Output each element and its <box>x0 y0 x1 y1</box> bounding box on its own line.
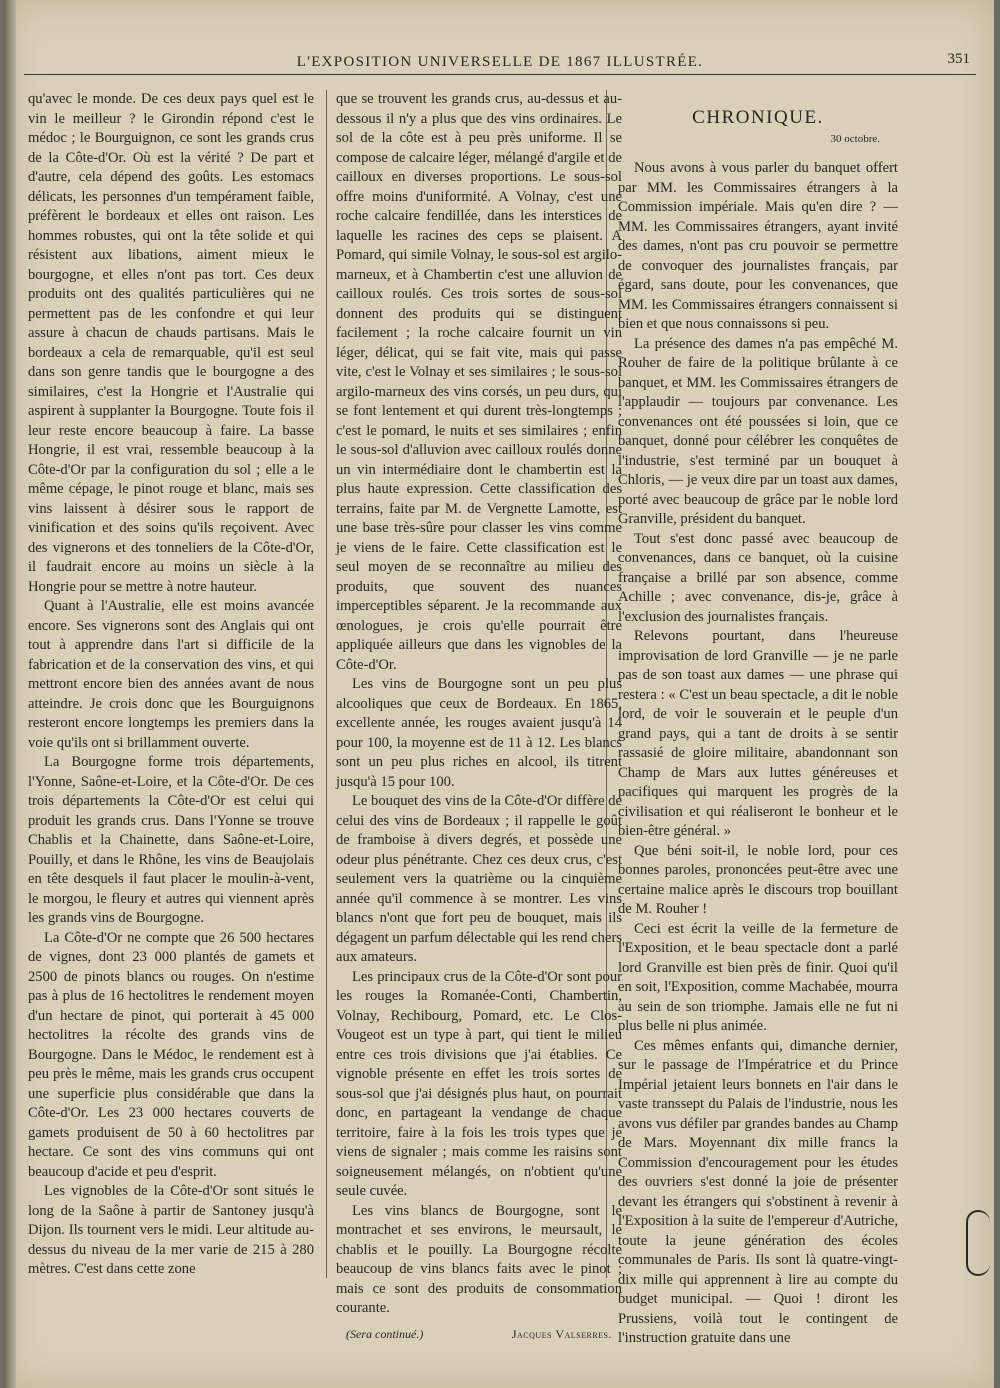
section-date: 30 octobre. <box>830 132 880 145</box>
binding-gutter <box>6 0 16 1388</box>
paragraph: Relevons pourtant, dans l'heureuse improvisation de lord Granville — je ne parle pas de son toast aux dames — une phrase qui restera : « C'est un beau spectacle, a dit le noble lord, de voir le souverain et le peuple d'un grand pays, qui a tant de droits à se sentir rassasié de gloire militaire, abandonnant son Champ de Mars aux luttes généreuses et pacifiques qui marquent les progrès de la civilisation et qui réaliseront le bonheur et le bien-être général. » <box>618 628 898 839</box>
section-title: CHRONIQUE. <box>692 107 824 128</box>
running-title: L'EXPOSITION UNIVERSELLE DE 1867 ILLUSTRÉE. <box>296 54 704 70</box>
paragraph: Quant à l'Australie, elle est moins avancée encore. Ses vignerons sont des Anglais qui ont tout à apprendre dans l'art si difficile de la fabrication et de la conservation des vins, et qui mettront encore bien des années avant de nous atteindre. Je crois donc que les Bourguignons resteront encore longtemps les premiers dans la voie qu'ils ont si brillamment ouverte. <box>28 598 314 751</box>
continuation-note: (Sera continué.) <box>346 1326 424 1341</box>
paragraph: La Côte-d'Or ne compte que 26 500 hectares de vignes, dont 23 000 plantés de gamets et 2500 de pinots blancs ou rouges. On n'estime pas à plus de 16 hectolitres le rendement moyen d'un hectare de pinot, qui porterait à 45 000 hectolitres la récolte des grands vins de Bourgogne. Dans le Médoc, le rendement est à peu près le même, mais les grands crus occupent une superficie plus considérable que dans la Côte-d'Or. Les 23 000 hectares couverts de gamets produisent de 50 à 60 hectolitres par hectare. Ce sont des vins communs qui ont beaucoup d'acide et peu d'esprit. <box>28 929 314 1180</box>
paragraph: La Bourgogne forme trois départements, l'Yonne, Saône-et-Loire, et la Côte-d'Or. De ces trois départements la Côte-d'Or est celui qui produit les grands crus. Dans l'Yonne se trouve Chablis et la Chainette, dans Saône-et-Loire, Pouilly, et dans le Rhône, les vins de Beaujolais en tête desquels il faut placer le moulin-à-vent, le morgou, le fleury et autres qui viennent après les grands vins de Bourgogne. <box>28 754 314 926</box>
page-header <box>24 48 976 75</box>
paragraph: Que béni soit-il, le noble lord, pour ces bonnes paroles, prononcées peut-être avec une certaine malice après le discours trop bouillant de M. Rouher ! <box>618 842 898 917</box>
column-divider <box>326 90 327 1278</box>
paragraph: Les vignobles de la Côte-d'Or sont situés le long de la Saône à partir de Santoney jusqu'à Dijon. Ils tournent vers le midi. Leur altitude au-dessus du niveau de la mer varie de 215 à 280 mètres. C'est dans cette zone <box>28 1183 314 1277</box>
chronique-column <box>618 90 898 1349</box>
paragraph: que se trouvent les grands crus, au-dessus et au-dessous il n'y a plus que des vins ordinaires. Le sol de la côte est à peu près uniforme. Il se compose de calcaire léger, mélangé d'argile et de cailloux en diverses proportions. Le sous-sol offre moins d'uniformité. A Volnay, c'est une roche calcaire fendillée, dans les interstices de laquelle les racines des ceps se plaisent. A Pomard, qui simile Volnay, le sous-sol est argilo-marneux, et à Chambertin c'est une alluvion de cailloux roulés. Ces trois sortes de sous-sol donnent des produits qui se distinguent facilement ; la roche calcaire fournit un vin léger, délicat, qui se fait vite, mais qui passe vite, c'est le Volnay et ses similaires ; le sous-sol argilo-marneux des vins corsés, un peu durs, qui se font lentement et qui durent très-longtemps ; c'est le pomard, le nuits et ses similaires ; enfin le sous-sol d'alluvion avec cailloux roulés donne un vin intermédiaire dont le chambertin est la plus haute expression. Cette classification des terrains, faite par M. de Vergnette Lamotte, est une base très-sûre pour classer les vins comme je viens de le faire. Cette classification est le seul moyen de se reconnaître au milieu des produits, que souvent des nuances imperceptibles séparent. Je la recommande aux œnologues, je crois qu'elle pourrait être appliquée ailleurs que dans les vignobles de la Côte-d'Or. <box>336 91 622 673</box>
paragraph: Ces mêmes enfants qui, dimanche dernier, sur le passage de l'Impératrice et du Prince Impérial jetaient leurs bonnets en l'air dans le vaste transsept du Palais de l'industrie, nous les avons vus défiler par grandes bandes au Champ de Mars. Moyennant dix mille francs la Commission d'encouragement pour les études des ouvriers s'est donné la joie de présenter devant les étrangers qui s'obstinent à revenir à l'Exposition à la suite de l'empereur d'Autriche, toute la jeune génération des écoles communales de Paris. Ils sont là quatre-vingt-dix mille qui apprennent à lire au compte du budget municipal. — Quoi ! diront les Prussiens, voilà tout le contingent de l'instruction gratuite dans une <box>618 1037 898 1346</box>
page-number: 351 <box>947 51 970 67</box>
paragraph: Les vins de Bourgogne sont un peu plus alcooliques que ceux de Bordeaux. En 1865, excellente année, les rouges avaient jusqu'à 14 pour 100, la moyenne est de 11 à 12. Les blancs sont un peu plus riches en alcool, ils titrent jusqu'à 15 pour 100. <box>336 676 622 790</box>
continuation-line <box>336 1325 622 1345</box>
newspaper-page <box>6 0 994 1388</box>
paragraph: La présence des dames n'a pas empêché M. Rouher de faire de la politique brûlante à ce banquet, et MM. les Commissaires étrangers de l'applaudir — toujours par convenance. Les convenances ont été poussées si loin, que ce banquet, donné pour célébrer les conquêtes de l'industrie, s'est terminé par un bouquet à Chloris, — je veux dire par un toast aux dames, porté avec beaucoup de grâce par le noble lord Granville, président du banquet. <box>618 335 898 527</box>
paragraph: Les principaux crus de la Côte-d'Or sont pour les rouges la Romanée-Conti, Chambertin, Volnay, Rechibourg, Pomard, etc. Le Clos-Vougeot est un type à part, qui tient le milieu entre ces trois divisions que j'ai établies. Ce vignoble présente en effet les trois sortes de sous-sol que j'ai désignés plus haut, on pourrait donc, en partageant la vendange de chaque territoire, faire à la fois les trois types que je viens de signaler ; mais comme les raisins sont soigneusement mélangés, on n'obtient qu'une seule cuvée. <box>336 968 622 1199</box>
paragraph: Tout s'est donc passé avec beaucoup de convenances, dans ce banquet, où la cuisine française a brillé par son absence, comme Achille ; avec convenance, dis-je, grâce à l'exclusion des journalistes français. <box>618 530 898 625</box>
author-signature: Jacques Valserres. <box>511 1326 612 1341</box>
paragraph: Nous avons à vous parler du banquet offert par MM. les Commissaires étrangers à la Commission impériale. Mais qu'en dire ? — MM. les Commissaires étrangers, ayant invité des dames, n'ont pas cru pouvoir se permettre de convoquer des journalistes français, par égard, sans doute, pour les convenances, que MM. les Commissaires étrangers connaissent si bien et que nous connaissons si peu. <box>618 160 898 332</box>
paragraph: qu'avec le monde. De ces deux pays quel est le vin le meilleur ? le Girondin répond c'est le médoc ; le Bourguignon, ce sont les grands crus de la Côte-d'Or. Où est la vérité ? De part et d'autre, cela dépend des goûts. Les estomacs délicats, les personnes d'un tempérament faible, préfèrent le bordeaux et elles ont raison. Les hommes robustes, qui ont la tête solide et qui résistent aux libations, aiment mieux le bourgogne, et elles n'ont pas tort. Ces deux produits ont des qualités particulières qui ne permettent pas de les confondre et qui leur assure à chacun de chauds partisans. Mais le bordeaux a cela de remarquable, qu'il est seul dans son genre tandis que le bourgogne a des similaires, c'est la Hongrie et l'Australie qui aspirent à supplanter la Bourgogne. Toute fois il leur reste encore beaucoup à faire. La basse Hongrie, il est vrai, ressemble beaucoup à la Côte-d'Or par la configuration du sol ; elle a le même cépage, le pinot rouge et blanc, mais ses vins laissent à désirer sous le rapport de vinification et des soins qu'ils reçoivent. Avec des vignerons et des tonneliers de la Côte-d'Or, il faudrait encore au moins un siècle à la Hongrie pour se mettre à notre hauteur. <box>28 91 314 595</box>
paragraph: Le bouquet des vins de la Côte-d'Or diffère de celui des vins de Bordeaux ; il rappelle le goût de framboise à divers degrés, et possède une odeur plus pénétrante. Chez ces deux crus, c'est seulement vers la quatrième ou la cinquième année qu'il commence à se montrer. Les vins blancs n'ont que fort peu de bouquet, mais ils dégagent un parfum délectable qui les rend chers aux amateurs. <box>336 793 622 965</box>
article-column-2 <box>336 90 622 1344</box>
paragraph: Ceci est écrit la veille de la fermeture de l'Exposition, et le beau spectacle dont a parlé lord Granville est bien près de finir. Quoi qu'il en soit, l'Exposition, comme Machabée, mourra au sein de son triomphe. Jamais elle ne fut ni plus belle ni plus animée. <box>618 920 898 1034</box>
binding-clip <box>966 1210 990 1276</box>
article-column-1 <box>28 90 314 1280</box>
paragraph: Les vins blancs de Bourgogne, sont le montrachet et ses environs, le meursault, le chablis et le pouilly. La Bourgogne récolte beaucoup de vins blancs faits avec le pinot ; mais ce sont des produits de consommation courante. <box>336 1202 622 1316</box>
